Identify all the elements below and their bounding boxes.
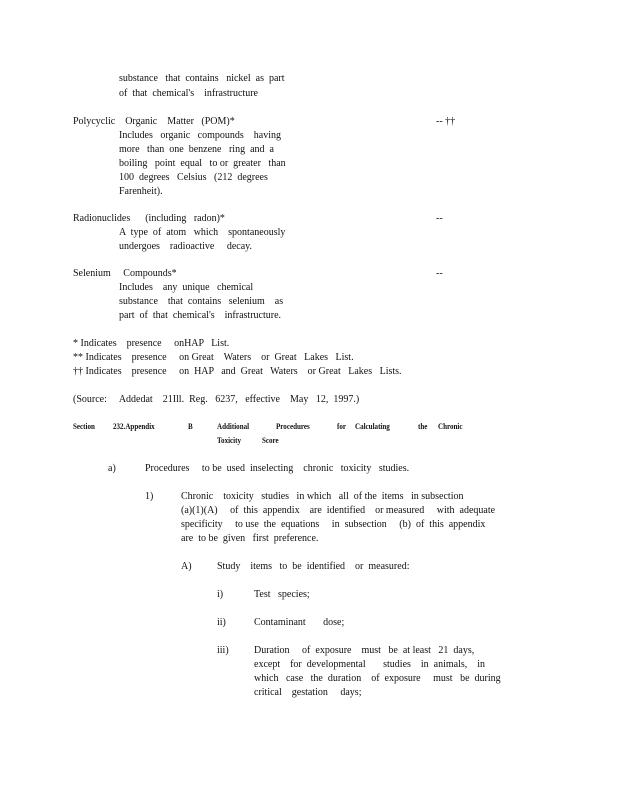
heading-word: Calculating: [355, 422, 390, 431]
item-i-text: Test species;: [254, 589, 310, 600]
subparagraph-A-label: A): [181, 561, 192, 572]
selenium-mark: --: [436, 268, 443, 279]
footnote: * Indicates presence onHAP List.: [73, 338, 230, 349]
heading-word: Procedures: [276, 422, 310, 431]
appendix-number: 232.Appendix: [113, 422, 155, 431]
pom-def-line: 100 degrees Celsius (212 degrees: [119, 172, 268, 183]
paragraph-1-line: specificity to use the equations in subsection (b) of this appendix: [181, 519, 486, 530]
radionuclides-def-line: A type of atom which spontaneously: [119, 227, 286, 238]
radionuclides-mark: --: [436, 213, 443, 224]
paragraph-1-line: are to be given first preference.: [181, 533, 319, 544]
radionuclides-def-line: undergoes radioactive decay.: [119, 241, 253, 252]
subsection-a-label: a): [108, 463, 116, 474]
source-note: (Source: Addedat 21Ill. Reg. 6237, effective May 12, 1997.): [73, 394, 360, 405]
heading-word: Score: [262, 436, 279, 445]
footnote: †† Indicates presence on HAP and Great Waters or Great Lakes Lists.: [73, 366, 402, 377]
subparagraph-A-text: Study items to be identified or measured:: [217, 561, 410, 572]
item-iii-label: iii): [217, 645, 229, 656]
paragraph-1-line: Chronic toxicity studies in which all of the items in subsection: [181, 491, 464, 502]
item-ii-label: ii): [217, 617, 226, 628]
paragraph-1-label: 1): [145, 491, 154, 502]
heading-word: Chronic: [438, 422, 463, 431]
heading-word: Toxicity: [217, 436, 241, 445]
section-label: Section: [73, 422, 95, 431]
pom-def-line: more than one benzene ring and a: [119, 144, 274, 155]
radionuclides-term: Radionuclides (including radon)*: [73, 213, 225, 224]
pom-mark: -- ††: [436, 116, 456, 127]
heading-word: for: [337, 422, 346, 431]
heading-word: the: [418, 422, 428, 431]
footnote: ** Indicates presence on Great Waters or Great Lakes List.: [73, 352, 354, 363]
selenium-def-line: part of that chemical's infrastructure.: [119, 310, 282, 321]
item-iii-line: Duration of exposure must be at least 21 days,: [254, 645, 475, 656]
item-iii-line: critical gestation days;: [254, 687, 362, 698]
pom-def-line: Farenheit).: [119, 186, 163, 197]
selenium-term: Selenium Compounds*: [73, 268, 177, 279]
selenium-def-line: Includes any unique chemical: [119, 282, 254, 293]
item-i-label: i): [217, 589, 224, 600]
appendix-letter: B: [188, 422, 193, 431]
selenium-def-line: substance that contains selenium as: [119, 296, 284, 307]
item-ii-text: Contaminant dose;: [254, 617, 345, 628]
subsection-a-text: Procedures to be used inselecting chronic toxicity studies.: [145, 463, 410, 474]
paragraph-1-line: (a)(1)(A) of this appendix are identified or measured with adequate: [181, 505, 496, 516]
heading-word: Additional: [217, 422, 250, 431]
continuation-line: substance that contains nickel as part: [119, 73, 285, 84]
continuation-line: of that chemical's infrastructure: [119, 88, 258, 99]
item-iii-line: which case the duration of exposure must be during: [254, 673, 501, 684]
pom-def-line: boiling point equal to or greater than: [119, 158, 286, 169]
pom-term: Polycyclic Organic Matter (POM)*: [73, 116, 235, 127]
pom-def-line: Includes organic compounds having: [119, 130, 282, 141]
item-iii-line: except for developmental studies in animals, in: [254, 659, 486, 670]
